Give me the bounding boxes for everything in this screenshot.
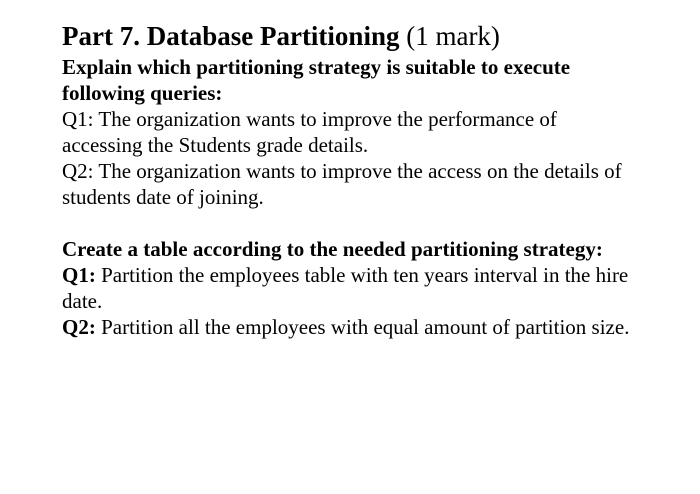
section2-q1-text: Partition the employees table with ten years interval in the hire date. <box>62 263 629 313</box>
section2-q1 <box>62 262 642 314</box>
section2-q2 <box>62 314 642 340</box>
section1-q2: Q2: The organization wants to improve the access on the details of students date of joining. <box>62 159 622 209</box>
part-title-marks: (1 mark) <box>399 21 500 51</box>
part-title <box>62 21 642 52</box>
section2-q2-label: Q2: <box>62 315 96 339</box>
section2-q2-text: Partition all the employees with equal amount of partition size. <box>95 315 630 339</box>
section1-q1: Q1: The organization wants to improve the performance of accessing the Students grade details. <box>62 107 557 157</box>
section1-heading: Explain which partitioning strategy is suitable to execute following queries: <box>62 55 571 105</box>
section-spacer <box>62 210 642 236</box>
document <box>62 21 642 340</box>
section2-heading: Create a table according to the needed partitioning strategy: <box>62 237 603 261</box>
part-title-main: Part 7. Database Partitioning <box>62 21 400 51</box>
section2-q1-label: Q1: <box>62 263 96 287</box>
